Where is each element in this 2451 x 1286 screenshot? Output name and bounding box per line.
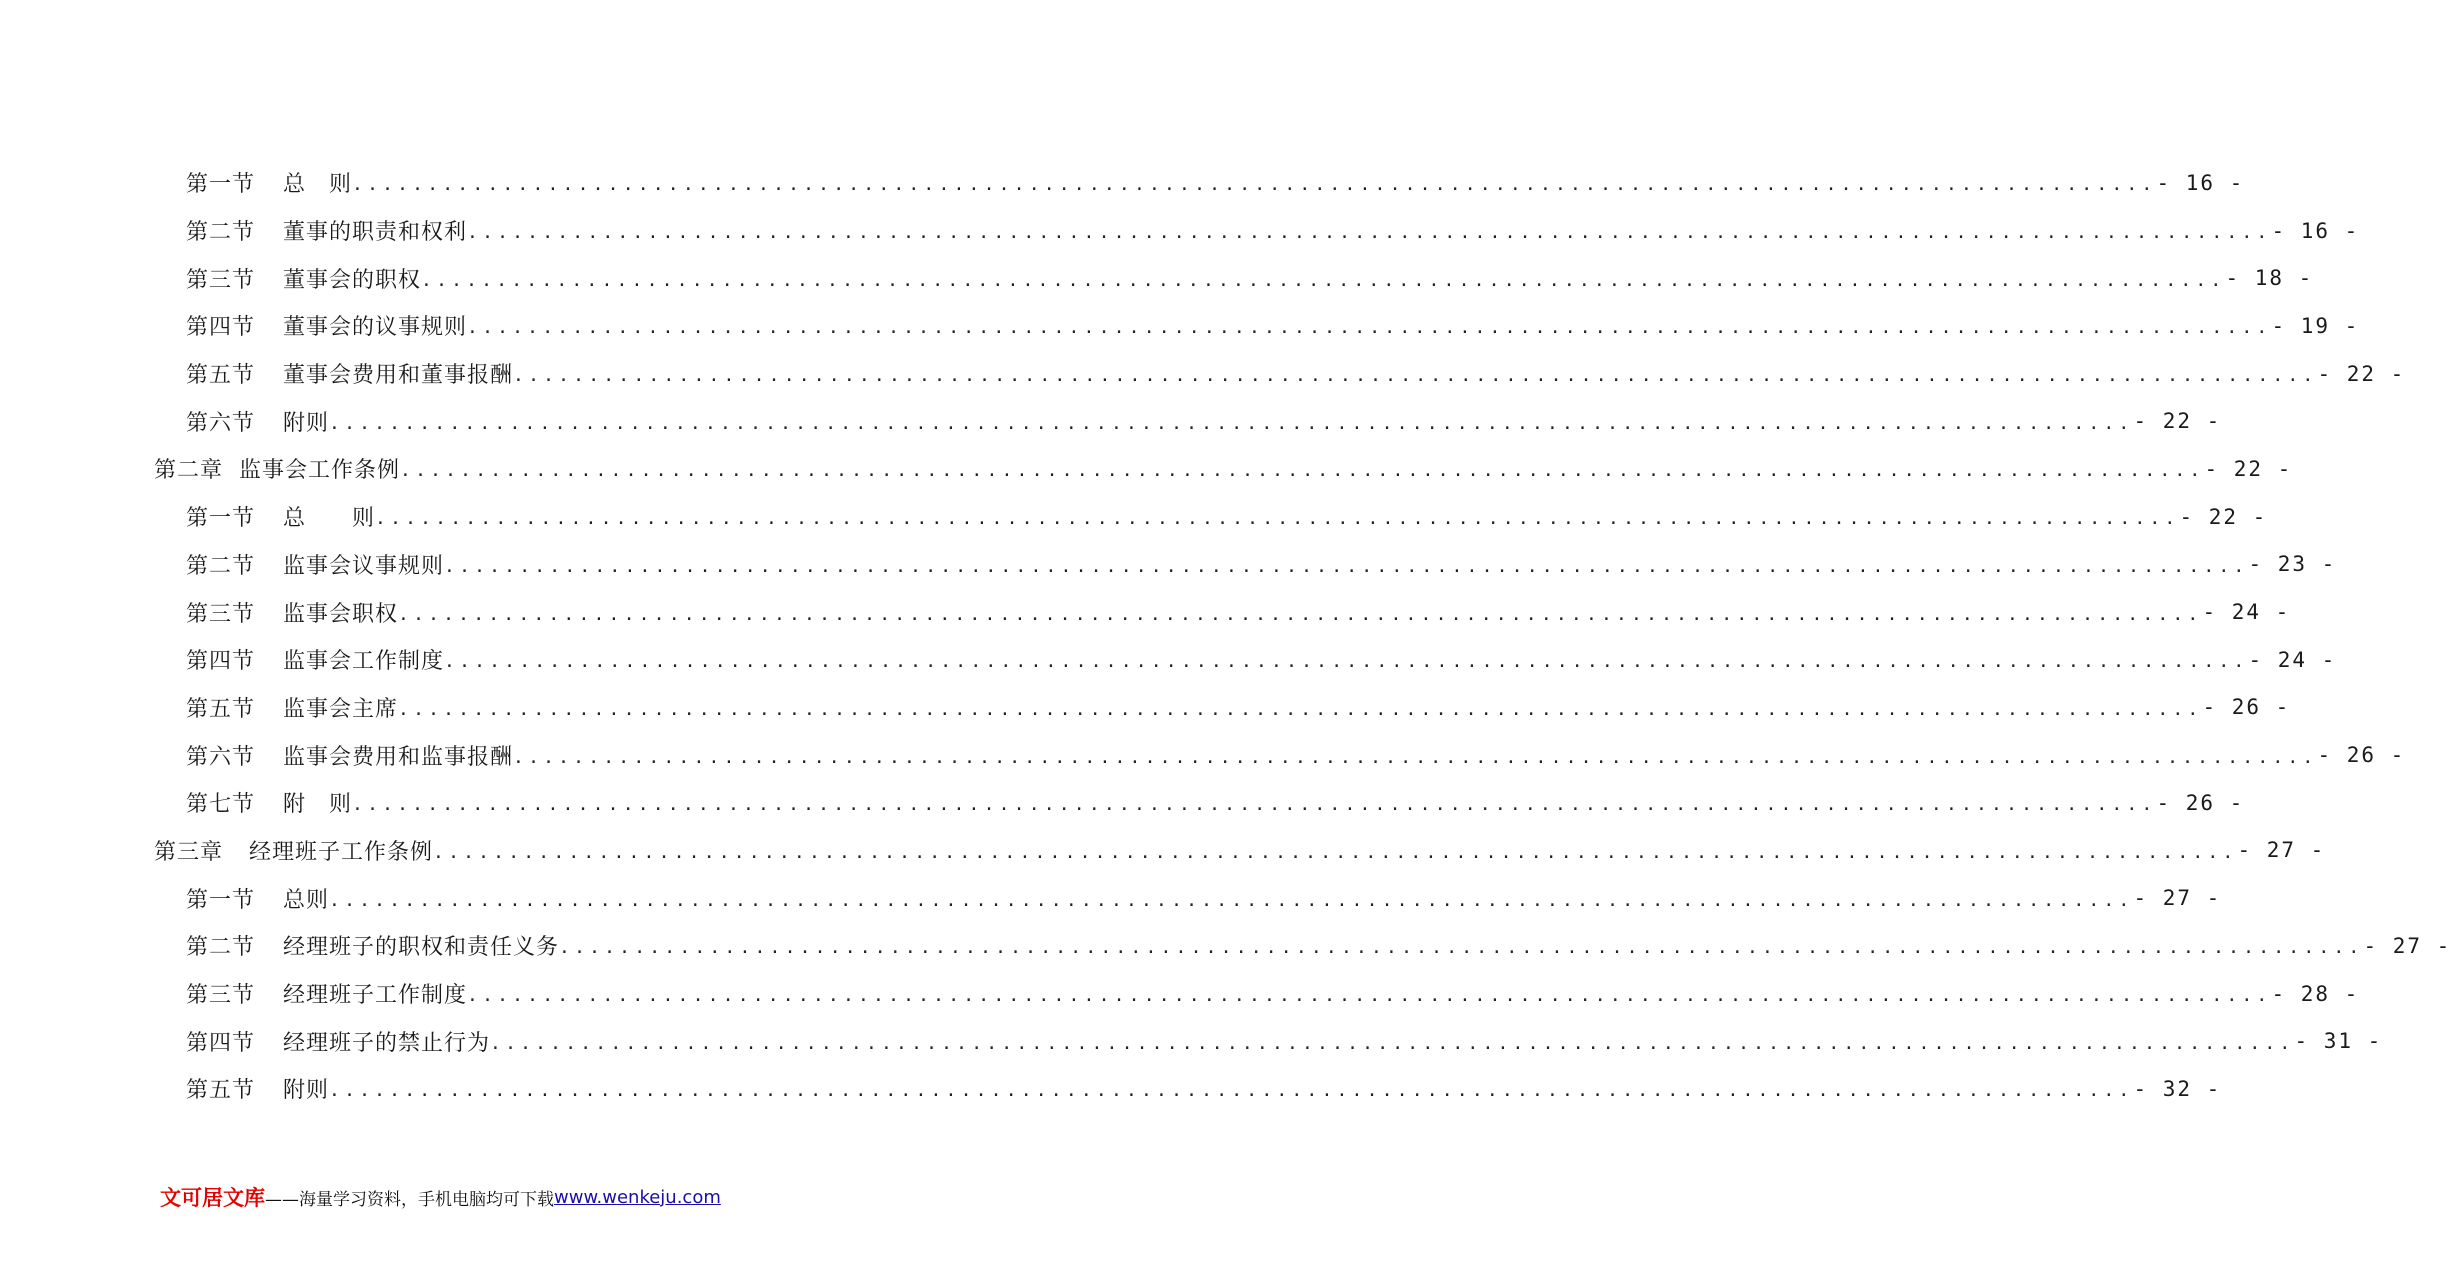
toc-entry-title: 经理班子工作条例	[249, 839, 434, 865]
toc-section-entry[interactable]	[0, 1065, 2222, 1113]
toc-entry-title: 总 则	[283, 506, 376, 532]
toc-entry-title: 经理班子的禁止行为	[283, 1030, 491, 1056]
toc-page-number: - 28 -	[2271, 981, 2360, 1006]
toc-entry-label: 第一节	[186, 172, 256, 198]
toc-chapter-entry[interactable]	[0, 827, 2326, 875]
toc-page-number: - 27 -	[2133, 886, 2222, 911]
toc-entry-title: 监事会费用和监事报酬	[283, 744, 514, 770]
toc-section-entry[interactable]	[0, 684, 2291, 732]
toc-entry-heading	[186, 787, 352, 818]
toc-leader-dots: ........................................................................................................................	[352, 174, 2157, 196]
toc-page-number: - 23 -	[2248, 552, 2337, 577]
toc-entry-heading	[186, 978, 467, 1009]
toc-entry-title: 监事会主席	[283, 696, 399, 722]
toc-section-entry[interactable]	[0, 493, 2268, 541]
toc-entry-label: 第一节	[186, 506, 256, 532]
toc-entry-heading	[186, 215, 467, 246]
toc-entry-heading	[186, 883, 329, 914]
toc-leader-dots: ........................................................................................................................	[400, 460, 2205, 482]
toc-page-number: - 22 -	[2204, 456, 2293, 481]
toc-page-number: - 19 -	[2271, 313, 2360, 338]
toc-entry-label: 第五节	[186, 696, 256, 722]
toc-entry-label: 第三节	[186, 267, 256, 293]
toc-entry-label: 第三节	[186, 601, 256, 627]
toc-entry-label: 第五节	[186, 1078, 256, 1104]
toc-entry-label: 第七节	[186, 792, 256, 818]
toc-leader-dots: ........................................................................................................................	[352, 794, 2157, 816]
toc-section-entry[interactable]	[0, 350, 2406, 398]
toc-entry-title: 董事会的职权	[283, 267, 422, 293]
toc-section-entry[interactable]	[0, 541, 2337, 589]
toc-page-number: - 16 -	[2156, 170, 2245, 195]
toc-section-entry[interactable]	[0, 874, 2222, 922]
toc-leader-dots: ........................................................................................................................	[329, 1080, 2134, 1102]
toc-entry-heading	[186, 597, 398, 628]
toc-entry-heading	[186, 406, 329, 437]
toc-page-number: - 24 -	[2248, 647, 2337, 672]
toc-entry-heading	[186, 740, 513, 771]
toc-entry-heading	[186, 358, 513, 389]
toc-page-number: - 27 -	[2363, 933, 2451, 958]
table-of-contents	[0, 159, 2451, 1113]
toc-entry-title: 经理班子的职权和责任义务	[283, 935, 560, 961]
toc-page-number: - 22 -	[2133, 409, 2222, 434]
toc-section-entry[interactable]	[0, 159, 2245, 207]
toc-entry-heading	[186, 167, 352, 198]
toc-section-entry[interactable]	[0, 302, 2360, 350]
toc-leader-dots: ........................................................................................................................	[467, 317, 2272, 339]
toc-section-entry[interactable]	[0, 397, 2222, 445]
toc-entry-label: 第四节	[186, 1030, 256, 1056]
toc-section-entry[interactable]	[0, 254, 2314, 302]
footer-watermark	[160, 1181, 760, 1213]
toc-entry-label: 第二节	[186, 935, 256, 961]
toc-entry-title: 董事会的议事规则	[283, 315, 468, 341]
toc-leader-dots: ........................................................................................................................	[490, 1032, 2295, 1054]
toc-page-number: - 26 -	[2202, 695, 2291, 720]
toc-entry-title: 总则	[283, 887, 330, 913]
toc-entry-heading	[186, 263, 421, 294]
toc-page-number: - 31 -	[2294, 1029, 2383, 1054]
toc-entry-title: 监事会职权	[283, 601, 399, 627]
toc-leader-dots: ........................................................................................................................	[513, 365, 2318, 387]
toc-section-entry[interactable]	[0, 731, 2406, 779]
toc-section-entry[interactable]	[0, 588, 2291, 636]
toc-entry-heading	[186, 549, 444, 580]
toc-entry-title: 附则	[283, 1078, 330, 1104]
toc-entry-label: 第四节	[186, 649, 256, 675]
toc-entry-title: 监事会工作条例	[239, 458, 401, 484]
toc-entry-label: 第一节	[186, 887, 256, 913]
toc-leader-dots: ........................................................................................................................	[513, 746, 2318, 768]
toc-entry-title: 董事会费用和董事报酬	[283, 363, 514, 389]
footer-brand: 文可居文库	[160, 1186, 265, 1210]
toc-leader-dots: ........................................................................................................................	[329, 412, 2134, 434]
toc-leader-dots: ........................................................................................................................	[398, 698, 2203, 720]
toc-page-number: - 32 -	[2133, 1076, 2222, 1101]
toc-entry-heading	[186, 1026, 490, 1057]
toc-leader-dots: ........................................................................................................................	[467, 222, 2272, 244]
toc-leader-dots: ........................................................................................................................	[421, 269, 2226, 291]
toc-entry-heading	[186, 1073, 329, 1104]
toc-entry-label: 第二章	[154, 458, 224, 484]
toc-entry-title: 总 则	[283, 172, 353, 198]
toc-leader-dots: ........................................................................................................................	[375, 508, 2180, 530]
toc-entry-heading	[186, 501, 375, 532]
toc-section-entry[interactable]	[0, 922, 2451, 970]
toc-page-number: - 27 -	[2237, 838, 2326, 863]
toc-entry-title: 董事的职责和权利	[283, 220, 468, 246]
toc-entry-heading	[186, 310, 467, 341]
toc-page-number: - 18 -	[2225, 266, 2314, 291]
toc-entry-heading	[186, 644, 444, 675]
toc-page-number: - 24 -	[2202, 600, 2291, 625]
toc-entry-heading	[154, 835, 433, 866]
toc-entry-title: 附 则	[283, 792, 353, 818]
toc-entry-label: 第二节	[186, 220, 256, 246]
toc-page-number: - 16 -	[2271, 218, 2360, 243]
toc-entry-heading	[154, 453, 400, 484]
toc-leader-dots: ........................................................................................................................	[329, 889, 2134, 911]
toc-section-entry[interactable]	[0, 779, 2245, 827]
toc-entry-label: 第五节	[186, 363, 256, 389]
toc-page-number: - 26 -	[2156, 790, 2245, 815]
toc-page-number: - 22 -	[2179, 504, 2268, 529]
toc-page-number: - 22 -	[2317, 361, 2406, 386]
toc-entry-label: 第六节	[186, 410, 256, 436]
toc-leader-dots: ........................................................................................................................	[444, 555, 2249, 577]
toc-page-number: - 26 -	[2317, 743, 2406, 768]
toc-chapter-entry[interactable]	[0, 445, 2293, 493]
toc-entry-label: 第六节	[186, 744, 256, 770]
footer-site-link[interactable]: www.wenkeju.com	[554, 1186, 721, 1208]
toc-entry-label: 第三节	[186, 983, 256, 1009]
toc-leader-dots: ........................................................................................................................	[444, 651, 2249, 673]
toc-entry-label: 第四节	[186, 315, 256, 341]
toc-section-entry[interactable]	[0, 636, 2337, 684]
toc-leader-dots: ........................................................................................................................	[398, 603, 2203, 625]
footer-slogan: ——海量学习资料，手机电脑均可下载	[265, 1189, 554, 1210]
toc-entry-heading	[186, 930, 559, 961]
toc-entry-label: 第二节	[186, 553, 256, 579]
toc-leader-dots: ........................................................................................................................	[559, 937, 2364, 959]
toc-entry-title: 监事会议事规则	[283, 553, 445, 579]
toc-entry-label: 第三章	[154, 839, 224, 865]
toc-section-entry[interactable]	[0, 207, 2360, 255]
toc-section-entry[interactable]	[0, 970, 2360, 1018]
toc-leader-dots: ........................................................................................................................	[433, 841, 2238, 863]
toc-entry-heading	[186, 692, 398, 723]
toc-leader-dots: ........................................................................................................................	[467, 985, 2272, 1007]
toc-entry-title: 监事会工作制度	[283, 649, 445, 675]
toc-entry-title: 经理班子工作制度	[283, 983, 468, 1009]
toc-entry-title: 附则	[283, 410, 330, 436]
toc-section-entry[interactable]	[0, 1017, 2383, 1065]
